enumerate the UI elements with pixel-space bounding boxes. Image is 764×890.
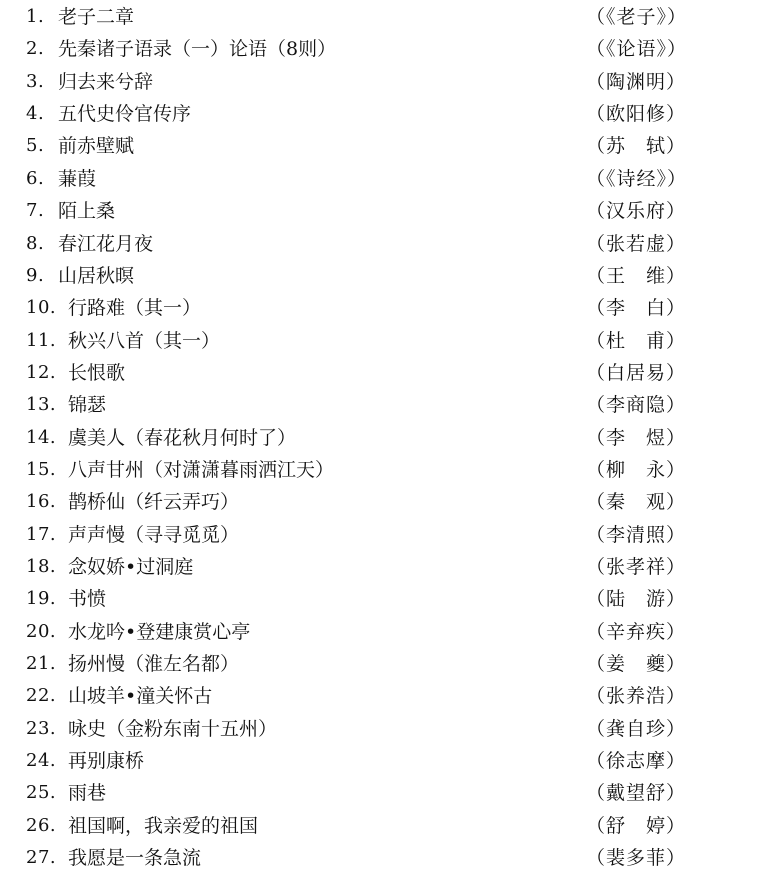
item-author: （戴望舒）: [586, 782, 687, 805]
list-item: [0, 98, 764, 130]
item-author: （龚自珍）: [586, 717, 687, 740]
item-title: 行路难（其一）: [68, 297, 202, 320]
item-title: 秋兴八首（其一）: [68, 329, 221, 352]
item-author: （李 白）: [586, 297, 687, 320]
list-item: [0, 357, 764, 389]
item-number: 27.: [26, 847, 57, 869]
list-item: [0, 583, 764, 615]
list-item: [0, 810, 764, 842]
item-title: 念奴娇•过洞庭: [68, 556, 194, 578]
item-number: 18.: [26, 556, 57, 577]
item-author: （陶渊明）: [586, 70, 687, 93]
item-title: 扬州慢（淮左名都）: [68, 653, 240, 675]
item-title: 雨巷: [68, 782, 107, 805]
item-author: （裴多菲）: [586, 847, 687, 870]
item-author: （李 煜）: [586, 426, 687, 449]
item-number: 20.: [26, 620, 57, 642]
item-author: （张若虚）: [586, 232, 687, 255]
item-number: 4.: [26, 103, 45, 125]
list-item: [0, 130, 764, 162]
item-author: （汉乐府）: [586, 200, 687, 223]
item-number: 10.: [26, 297, 57, 319]
item-author: （张养浩）: [586, 685, 687, 708]
item-number: 26.: [26, 814, 57, 836]
item-author: （秦 观）: [586, 491, 687, 514]
list-item: [0, 195, 764, 227]
item-title: 虞美人（春花秋月何时了）: [68, 426, 297, 449]
item-number: 25.: [26, 782, 57, 804]
item-author: （王 维）: [586, 264, 687, 287]
list-item: [0, 389, 764, 421]
list-item: [0, 777, 764, 809]
list-item: [0, 713, 764, 745]
list-item: [0, 745, 764, 777]
list-item: [0, 292, 764, 324]
item-title: 锦瑟: [68, 394, 107, 417]
list-item: [0, 842, 764, 874]
item-author: （苏 轼）: [586, 135, 687, 158]
item-author: （辛弃疾）: [586, 620, 687, 643]
item-author: （李清照）: [586, 523, 687, 546]
list-item: [0, 422, 764, 454]
item-number: 21.: [26, 653, 57, 674]
item-author: （陆 游）: [586, 588, 687, 611]
item-title: 长恨歌: [68, 361, 126, 384]
list-item: [0, 551, 764, 583]
item-author: （白居易）: [586, 361, 687, 384]
list-item: [0, 33, 764, 65]
item-number: 5.: [26, 135, 45, 157]
item-number: 1.: [26, 6, 45, 27]
list-item: [0, 648, 764, 680]
item-title: 归去来兮辞: [58, 70, 154, 93]
item-number: 14.: [26, 426, 57, 448]
item-author: （舒 婷）: [586, 814, 687, 837]
item-number: 11.: [26, 329, 57, 351]
item-title: 再别康桥: [68, 750, 145, 773]
list-item: [0, 680, 764, 712]
item-number: 9.: [26, 264, 45, 286]
item-author: （《论语》）: [586, 38, 688, 61]
item-title: 春江花月夜: [58, 232, 154, 255]
item-number: 16.: [26, 491, 57, 513]
item-title: 先秦诸子语录（一）论语（8则）: [58, 38, 337, 61]
item-number: 12.: [26, 361, 57, 383]
item-number: 23.: [26, 717, 57, 739]
list-item: [0, 519, 764, 551]
list-item: [0, 228, 764, 260]
item-author: （欧阳修）: [586, 103, 687, 126]
item-title: 山坡羊•潼关怀古: [68, 685, 213, 708]
item-title: 五代史伶官传序: [58, 103, 192, 126]
item-author: （李商隐）: [586, 394, 687, 417]
list-item: [0, 163, 764, 195]
item-title: 前赤壁赋: [58, 135, 135, 158]
item-title: 书愤: [68, 588, 107, 611]
list-item: [0, 66, 764, 98]
item-author: （《老子》）: [586, 6, 688, 28]
list-item: [0, 260, 764, 292]
item-number: 19.: [26, 588, 57, 610]
list-item: [0, 1, 764, 33]
item-title: 水龙吟•登建康赏心亭: [68, 620, 251, 643]
item-title: 蒹葭: [58, 167, 97, 190]
list-item: [0, 616, 764, 648]
item-title: 八声甘州（对潇潇暮雨洒江天）: [68, 458, 335, 481]
item-title: 山居秋暝: [58, 264, 135, 287]
item-number: 7.: [26, 200, 45, 222]
item-title: 咏史（金粉东南十五州）: [68, 717, 278, 740]
item-number: 8.: [26, 232, 45, 254]
item-number: 22.: [26, 685, 57, 707]
item-author: （《诗经》）: [586, 167, 688, 190]
item-number: 2.: [26, 38, 45, 60]
item-title: 陌上桑: [58, 200, 116, 223]
item-number: 13.: [26, 394, 57, 416]
item-title: 声声慢（寻寻觅觅）: [68, 523, 240, 546]
item-number: 3.: [26, 70, 45, 92]
item-title: 老子二章: [58, 6, 135, 28]
item-author: （姜 夔）: [586, 653, 687, 675]
item-title: 祖国啊，我亲爱的祖国: [68, 814, 259, 837]
item-number: 6.: [26, 167, 45, 189]
item-author: （徐志摩）: [586, 750, 687, 773]
item-title: 鹊桥仙（纤云弄巧）: [68, 491, 240, 514]
item-title: 我愿是一条急流: [68, 847, 202, 870]
item-number: 24.: [26, 750, 57, 772]
list-item: [0, 486, 764, 518]
item-number: 17.: [26, 523, 57, 545]
item-author: （柳 永）: [586, 458, 687, 481]
item-author: （张孝祥）: [586, 556, 687, 578]
item-author: （杜 甫）: [586, 329, 687, 352]
list-item: [0, 454, 764, 486]
item-number: 15.: [26, 458, 57, 480]
list-item: [0, 325, 764, 357]
